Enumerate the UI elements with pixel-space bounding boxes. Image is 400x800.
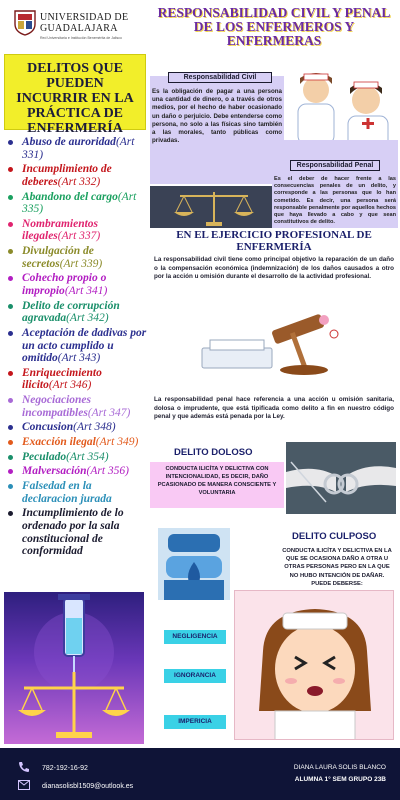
penal-title: Responsabilidad Penal <box>290 160 380 171</box>
crime-name: Concusion <box>22 421 74 434</box>
bullet-icon <box>8 398 13 403</box>
crime-name: Nombramientos ilegales <box>22 217 99 243</box>
footer-phone-row <box>18 761 88 775</box>
crime-item <box>6 507 148 557</box>
footer-phone: 782-192-16-92 <box>42 764 88 772</box>
crime-name: Peculado <box>22 450 67 463</box>
crime-article: (Art 331) <box>22 136 135 161</box>
email-icon <box>18 780 30 792</box>
bullet-icon <box>8 440 13 445</box>
cause-ignorancia: IGNORANCIA <box>164 669 226 683</box>
bullet-icon <box>8 469 13 474</box>
bullet-icon <box>8 276 13 281</box>
crime-name: Abandono del cargo <box>22 190 118 203</box>
penal-text: Es el deber de hacer frente a las consecuencias penales de un delito, y corresponde a las personas que lo han cometido. Es decir, una persona será responsable penalmente por aquellos hechos que haya llevado a cabo y que sean constitutivos de delito. <box>274 176 396 226</box>
crime-item <box>6 367 148 392</box>
crime-item <box>6 136 148 161</box>
crime-article: (Art 354) <box>66 450 109 463</box>
crime-name: Malversación <box>22 465 87 478</box>
crime-name: Aceptación de dadivas por un acto cumplido u omitido <box>22 326 147 365</box>
footer-email-row <box>18 780 133 792</box>
cause-negligencia: NEGLIGENCIA <box>164 630 226 644</box>
crime-name: Abuso de auroridad <box>22 136 116 148</box>
bullet-icon <box>8 167 13 172</box>
crime-article: (Art 337) <box>57 230 101 243</box>
vaccine-scale-illustration <box>4 592 144 744</box>
crime-article: (Art 349) <box>95 436 139 449</box>
delito-doloso-title: DELITO DOLOSO <box>174 447 253 458</box>
crime-name: Enriquecimiento ilicito <box>22 366 102 392</box>
crimes-list <box>6 136 148 560</box>
crime-item <box>6 300 148 325</box>
left-column <box>0 0 150 748</box>
crime-item <box>6 394 148 419</box>
bullet-icon <box>8 455 13 460</box>
doctor-illustration <box>158 528 230 600</box>
crime-item <box>6 327 148 365</box>
section-heading: EN EL EJERCICIO PROFESIONAL DE ENFERMERÍA <box>176 229 372 253</box>
crime-article: (Art 335) <box>22 190 137 216</box>
footer-email: dianasolisbl1509@outlook.es <box>42 782 134 790</box>
crime-article: (Art 348) <box>73 421 116 434</box>
university-tagline: Red Universitaria e Institución Benemérita de Jalisco <box>40 36 122 40</box>
delito-doloso-text: CONDUCTA ILICÍTA Y DELICTIVA CON INTENCIONALIDAD, ES DECIR, DAÑO PCASIONADO DE MANERA CONSCIENTE Y VOLUNTARIA <box>150 462 284 508</box>
crime-name: Incumplimiento de lo ordenado por la sala constitucional de conformidad <box>22 507 124 558</box>
scales-illustration <box>150 186 278 228</box>
bullet-icon <box>8 511 13 516</box>
bullet-icon <box>8 371 13 376</box>
crime-article: (Art 343) <box>57 352 101 365</box>
crime-name: Negociaciones incompatibles <box>22 394 91 419</box>
crime-article: (Art 341) <box>64 285 108 297</box>
footer <box>0 748 400 800</box>
delitos-title: DELITOS QUE PUEDEN INCURRIR EN LA PRÁCTICA DE ENFERMERÍA <box>16 61 134 136</box>
para-penal: La responsabilidad penal hace referencia a una acción u omisión sanitaria, dolosa o imprudente, que está tipificada como delito a fin en nuestro código penal y que además está penada por la Ley. <box>154 396 394 420</box>
bullet-icon <box>8 304 13 309</box>
footer-author: DIANA LAURA SOLIS BLANCO <box>293 764 386 771</box>
crime-item <box>6 480 148 505</box>
crime-name: Delito de corrupción agravada <box>22 299 120 325</box>
bullet-icon <box>8 249 13 254</box>
crime-name: Falsedad en la declaracion jurada <box>22 480 112 505</box>
university-seal-icon <box>14 10 36 36</box>
delitos-title-box <box>4 54 146 136</box>
gavel-illustration <box>186 292 354 382</box>
delito-culposo-text: CONDUCTA ILICÍTA Y DELICTIVA EN LA QUE SE OCASIONA DAÑO A OTRA U OTRAS PERSONAS PERO EN LA QUE NO HUBO INTENCIÓN DE DAÑAR. PUEDE DEBERSE: <box>278 544 396 602</box>
bullet-icon <box>8 222 13 227</box>
civil-text: Es la obligación de pagar a una persona una cantidad de dinero, o a través de otros medios, por el hecho de haber ocasionado un daño o perjuicio. Debe entenderse como persona, no solo a las físicas sino también a las morales, tanto públicas como privadas. <box>152 88 282 145</box>
bullet-icon <box>8 140 13 145</box>
crime-item <box>6 451 148 464</box>
crime-item <box>6 421 148 434</box>
para-civil: La responsabilidad civil tiene como principal objetivo la reparación de un daño o la compensación económica (indemnización) de los daños causados a otro por la acción u omisión durante el desarrollo de la actividad profesional. <box>154 256 394 280</box>
crime-item <box>6 218 148 243</box>
crime-item <box>6 272 148 297</box>
university-name: UNIVERSIDAD DE GUADALAJARA <box>40 12 129 34</box>
crime-item <box>6 436 148 449</box>
crime-name: Cohecho propio o impropio <box>22 272 107 297</box>
crime-article: (Art 346) <box>48 379 92 392</box>
crime-article: (Art 356) <box>86 465 130 478</box>
crime-article: (Art 342) <box>66 312 109 325</box>
bullet-icon <box>8 425 13 430</box>
bullet-icon <box>8 484 13 489</box>
crime-article: (Art 332) <box>57 175 101 188</box>
crime-item <box>6 245 148 270</box>
handcuffs-illustration <box>286 442 396 514</box>
civil-title: Responsabilidad Civil <box>168 72 272 83</box>
crime-name: Exacción ilegal <box>22 436 96 449</box>
phone-icon <box>18 761 30 775</box>
crime-article: (Art 347) <box>87 406 131 419</box>
university-logo <box>14 8 144 48</box>
nurse-cartoon-illustration <box>234 590 394 740</box>
cause-impericia: IMPERICIA <box>164 715 226 729</box>
crime-article: (Art 339) <box>59 257 103 270</box>
delito-culposo-title: DELITO CULPOSO <box>292 531 377 542</box>
crime-item <box>6 465 148 478</box>
crime-name: Incumplimiento de deberes <box>22 163 112 188</box>
crime-item <box>6 163 148 188</box>
crime-item <box>6 191 148 216</box>
bullet-icon <box>8 195 13 200</box>
footer-group: ALUMNA 1° SEM GRUPO 23B <box>294 776 386 783</box>
page-title: RESPONSABILIDAD CIVIL Y PENAL DE LOS ENFERMEROS Y ENFERMERAS <box>157 5 391 48</box>
crime-name: Divulgación de secretos <box>22 245 94 270</box>
bullet-icon <box>8 331 13 336</box>
